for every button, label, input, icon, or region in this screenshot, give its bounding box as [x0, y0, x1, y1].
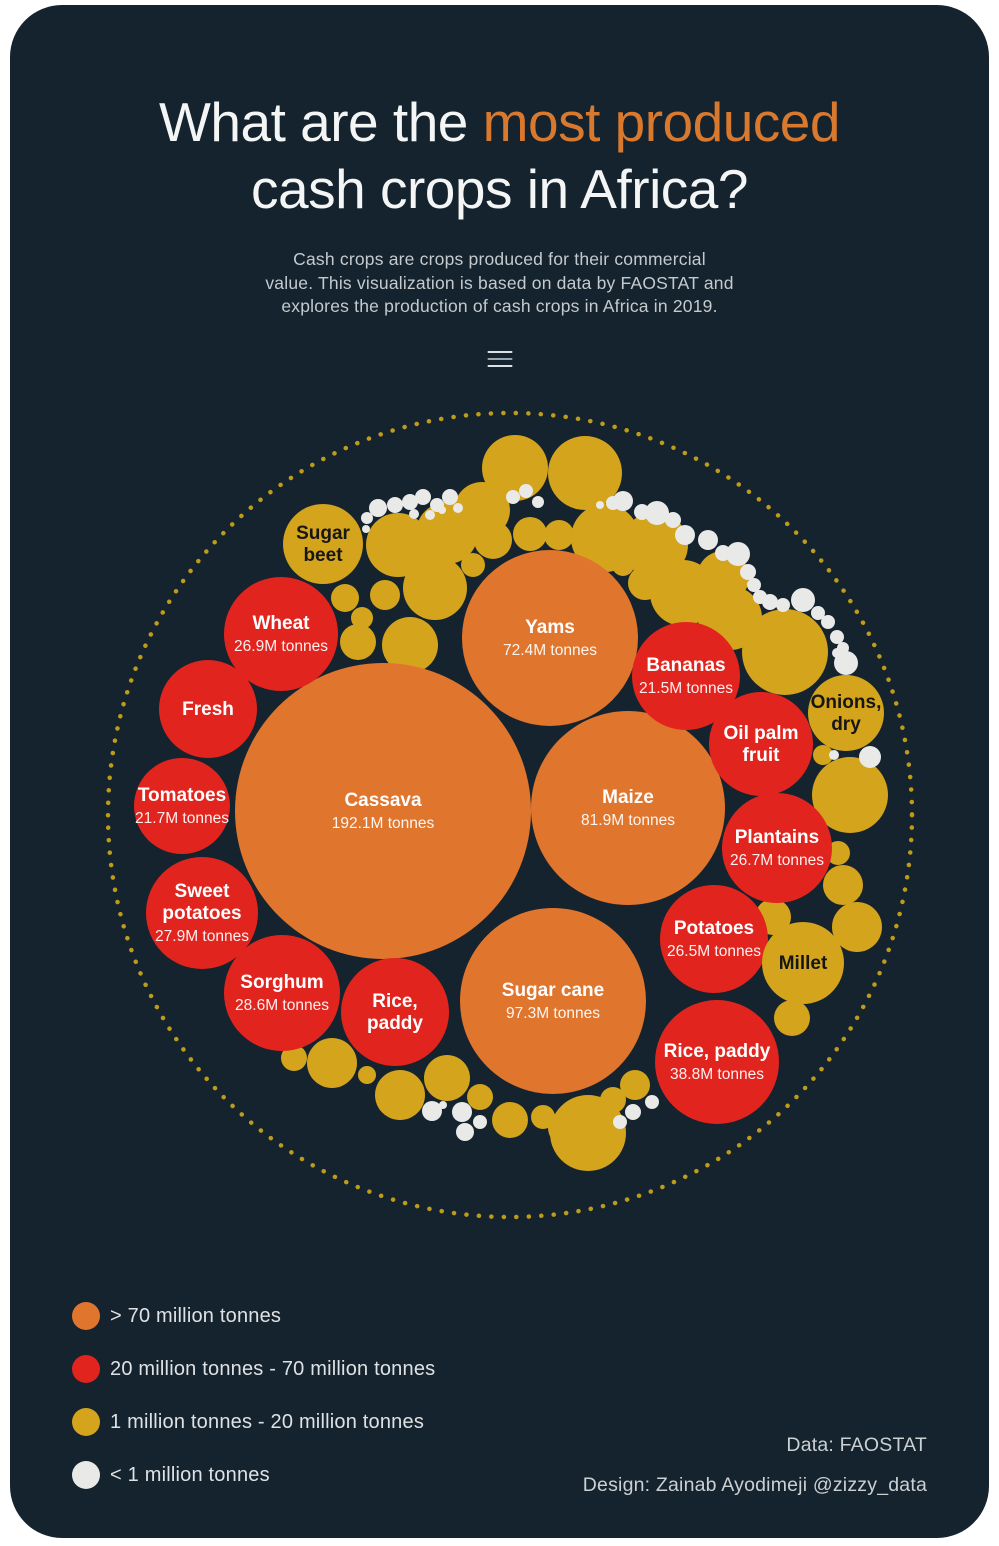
bubble-value-label: 72.4M tonnes [503, 642, 597, 659]
small-white-bubble [829, 750, 839, 760]
legend [72, 1302, 435, 1514]
small-white-bubble [776, 598, 790, 612]
small-white-bubble [726, 542, 750, 566]
small-yellow-bubble [424, 1055, 470, 1101]
small-white-bubble [625, 1104, 641, 1120]
small-yellow-bubble [620, 1070, 650, 1100]
bubble-name-label: Oil palm [723, 723, 799, 744]
bubble-circle [722, 793, 832, 903]
bubble-name-label: dry [831, 714, 861, 735]
small-yellow-bubble [403, 556, 467, 620]
small-white-bubble [438, 506, 446, 514]
legend-label: 1 million tonnes - 20 million tonnes [110, 1410, 425, 1433]
small-white-bubble [409, 509, 419, 519]
bubble-name-label: fruit [742, 745, 780, 766]
bubble-circle [283, 504, 363, 584]
legend-item-orange [72, 1302, 435, 1330]
small-white-bubble [506, 490, 520, 504]
small-white-bubble [596, 501, 604, 509]
small-white-bubble [675, 525, 695, 545]
bubble-name-label: Rice, [372, 991, 418, 1012]
small-white-bubble [821, 615, 835, 629]
bubble-value-label: 28.6M tonnes [235, 997, 329, 1014]
small-white-bubble [439, 1101, 447, 1109]
bubble-circle [531, 711, 725, 905]
title-line1 [159, 91, 840, 153]
bubble-name-label: Maize [602, 787, 654, 808]
legend-item-white [72, 1461, 435, 1489]
small-yellow-bubble [774, 1000, 810, 1036]
bubble-name-label: paddy [367, 1013, 423, 1034]
credits [583, 1425, 927, 1505]
legend-label: < 1 million tonnes [110, 1463, 270, 1486]
bubble-name-label: Bananas [646, 655, 726, 676]
bubble-value-label: 27.9M tonnes [155, 928, 249, 945]
small-yellow-bubble [351, 607, 373, 629]
bubble-value-label: 26.9M tonnes [234, 638, 328, 655]
bubble-tomatoes [134, 758, 230, 854]
small-yellow-bubble [513, 517, 547, 551]
small-yellow-bubble [612, 554, 634, 576]
subtitle-line: explores the production of cash crops in Africa in 2019. [281, 296, 718, 316]
small-yellow-bubble [358, 1066, 376, 1084]
bubble-name-label: Tomatoes [137, 785, 227, 806]
small-white-bubble [453, 503, 463, 513]
bubble-sweet-potatoes [146, 857, 258, 969]
small-white-bubble [740, 564, 756, 580]
bubble-cassava [235, 663, 531, 959]
small-white-bubble [613, 491, 633, 511]
bubble-circle [462, 550, 638, 726]
small-white-bubble [456, 1123, 474, 1141]
small-yellow-bubble [467, 1084, 493, 1110]
bubble-name-label: Sorghum [240, 972, 324, 993]
bubble-sugar-beet [283, 504, 363, 584]
bubble-value-label: 26.5M tonnes [667, 943, 761, 960]
bubble-value-label: 81.9M tonnes [581, 812, 675, 829]
legend-dot-orange [72, 1302, 100, 1330]
legend-item-yellow [72, 1408, 435, 1436]
small-yellow-bubble [544, 520, 574, 550]
small-yellow-bubble [742, 609, 828, 695]
data-source: Data: FAOSTAT [786, 1434, 927, 1456]
bubble-name-label: Yams [525, 617, 575, 638]
bubble-circle [808, 675, 884, 751]
bubble-circle [660, 885, 768, 993]
legend-dot-red [72, 1355, 100, 1383]
bubble-value-label: 21.7M tonnes [135, 810, 229, 827]
small-white-bubble [532, 496, 544, 508]
bubble-rice-paddy [341, 958, 449, 1066]
subtitle [265, 248, 733, 319]
small-white-bubble [859, 746, 881, 768]
bubble-value-label: 192.1M tonnes [331, 815, 435, 832]
small-yellow-bubble [492, 1102, 528, 1138]
title-text-white: What are the [159, 91, 483, 153]
small-white-bubble [415, 489, 431, 505]
small-white-bubble [791, 588, 815, 612]
small-white-bubble [830, 630, 844, 644]
small-white-bubble [645, 1095, 659, 1109]
small-white-bubble [452, 1102, 472, 1122]
bubble-value-label: 38.8M tonnes [670, 1066, 764, 1083]
bubble-name-label: Sweet [174, 881, 230, 902]
bubble-name-label: Sugar cane [501, 980, 605, 1001]
bubble-circle [460, 908, 646, 1094]
title-line2: cash crops in Africa? [251, 158, 748, 220]
bubble-plantains [722, 793, 832, 903]
design-credit: Design: Zainab Ayodimeji @zizzy_data [582, 1474, 927, 1496]
bubble-circle [134, 758, 230, 854]
small-white-bubble [665, 512, 681, 528]
bubble-potatoes [660, 885, 768, 993]
bubble-fresh [159, 660, 257, 758]
bubble-name-label: Cassava [344, 790, 422, 811]
small-white-bubble [698, 530, 718, 550]
bubble-name-label: Plantains [734, 827, 820, 848]
small-yellow-bubble [331, 584, 359, 612]
bubble-name-label: Fresh [182, 699, 234, 720]
small-yellow-bubble [340, 624, 376, 660]
legend-label: > 70 million tonnes [110, 1304, 282, 1327]
small-white-bubble [613, 1115, 627, 1129]
small-yellow-bubble [461, 553, 485, 577]
small-white-bubble [747, 578, 761, 592]
small-white-bubble [519, 484, 533, 498]
small-white-bubble [473, 1115, 487, 1129]
subtitle-line: Cash crops are crops produced for their commercial [293, 249, 706, 269]
bubble-name-label: Onions, [810, 692, 882, 713]
title-text-accent: most produced [482, 91, 840, 153]
menu-lines-icon [487, 348, 512, 370]
bubble-name-label: potatoes [162, 903, 242, 924]
small-yellow-bubble [370, 580, 400, 610]
bubble-circle [709, 692, 813, 796]
bubble-oil-palm-fruit [709, 692, 813, 796]
infographic-card [10, 5, 989, 1538]
bubble-circle [655, 1000, 779, 1124]
legend-item-red [72, 1355, 435, 1383]
small-white-bubble [369, 499, 387, 517]
bubble-circle [341, 958, 449, 1066]
bubble-rice-paddy [655, 1000, 779, 1124]
small-yellow-bubble [307, 1038, 357, 1088]
small-white-bubble [362, 525, 370, 533]
small-white-bubble [832, 648, 842, 658]
bubble-name-label: Rice, paddy [663, 1041, 771, 1062]
small-white-bubble [425, 510, 435, 520]
legend-dot-white [72, 1461, 100, 1489]
bubble-name-label: Millet [778, 953, 828, 974]
bubble-maize [531, 711, 725, 905]
legend-label: 20 million tonnes - 70 million tonnes [110, 1357, 436, 1380]
bubble-name-label: Potatoes [673, 918, 755, 939]
small-white-bubble [442, 489, 458, 505]
bubble-value-label: 21.5M tonnes [639, 680, 733, 697]
small-yellow-bubble [474, 521, 512, 559]
bubble-millet [762, 922, 844, 1004]
small-white-bubble [762, 594, 778, 610]
bubble-sugar-cane [460, 908, 646, 1094]
bubble-yams [462, 550, 638, 726]
bubble-onions-dry [808, 675, 884, 751]
page-title [10, 89, 989, 223]
bubble-name-label: Sugar [296, 523, 350, 544]
bubble-name-label: Wheat [252, 613, 310, 634]
bubble-name-label: beet [303, 545, 343, 566]
legend-dot-yellow [72, 1408, 100, 1436]
small-yellow-bubble [823, 865, 863, 905]
bubble-circle [235, 663, 531, 959]
bubble-value-label: 97.3M tonnes [506, 1005, 600, 1022]
small-white-bubble [422, 1101, 442, 1121]
bubble-chart [10, 385, 999, 1235]
small-yellow-bubble [375, 1070, 425, 1120]
small-white-bubble [387, 497, 403, 513]
bubble-value-label: 26.7M tonnes [730, 852, 824, 869]
subtitle-line: value. This visualization is based on data by FAOSTAT and [265, 272, 734, 293]
